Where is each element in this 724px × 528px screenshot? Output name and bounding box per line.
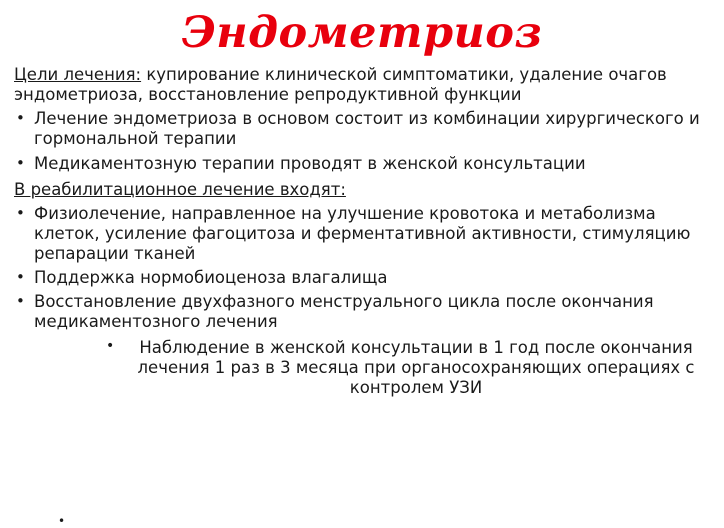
treatment-goals-label: Цели лечения:	[14, 65, 142, 84]
bullet-icon: •	[16, 153, 25, 172]
list-item	[14, 109, 710, 149]
treatment-goals-text: купирование клинической симптоматики, удаление очагов эндометриоза, восстановление репродуктивной функции	[14, 65, 667, 105]
bullet-icon: •	[106, 337, 115, 354]
list-item-label: Поддержка нормобиоценоза влагалища	[34, 268, 388, 288]
list-item	[14, 204, 710, 264]
list-item-label: Восстановление двухфазного менструального цикла после окончания медикаментозного лечения	[34, 292, 654, 332]
list-item-label: Медикаментозную терапии проводят в женской консультации	[34, 153, 586, 173]
trailing-bullet-icon: •	[58, 514, 66, 528]
list-item	[14, 292, 710, 332]
list-item	[14, 268, 710, 288]
list-item	[14, 154, 710, 174]
bullet-icon: •	[16, 109, 25, 128]
rehabilitation-heading: В реабилитационное лечение входят:	[14, 179, 346, 199]
sub-list-item	[14, 338, 710, 398]
slide	[0, 8, 724, 528]
sub-list-item-label: Наблюдение в женской консультации в 1 год после окончания лечения 1 раз в 3 месяца при органосохраняющих операциях с контролем УЗИ	[137, 337, 695, 397]
bullet-icon: •	[16, 268, 25, 287]
treatment-goals-paragraph	[14, 65, 710, 105]
list-item-label: Лечение эндометриоза в основом состоит из комбинации хирургического и гормональной терапии	[34, 109, 700, 149]
page-title: Эндометриоз	[181, 8, 543, 58]
bullet-icon: •	[16, 292, 25, 311]
list-item-label: Физиолечение, направленное на улучшение кровотока и метаболизма клеток, усиление фагоцитоза и ферментативной активности, стимуляцию репарации тканей	[34, 203, 691, 263]
bullet-icon: •	[16, 203, 25, 222]
slide-body	[0, 65, 724, 398]
